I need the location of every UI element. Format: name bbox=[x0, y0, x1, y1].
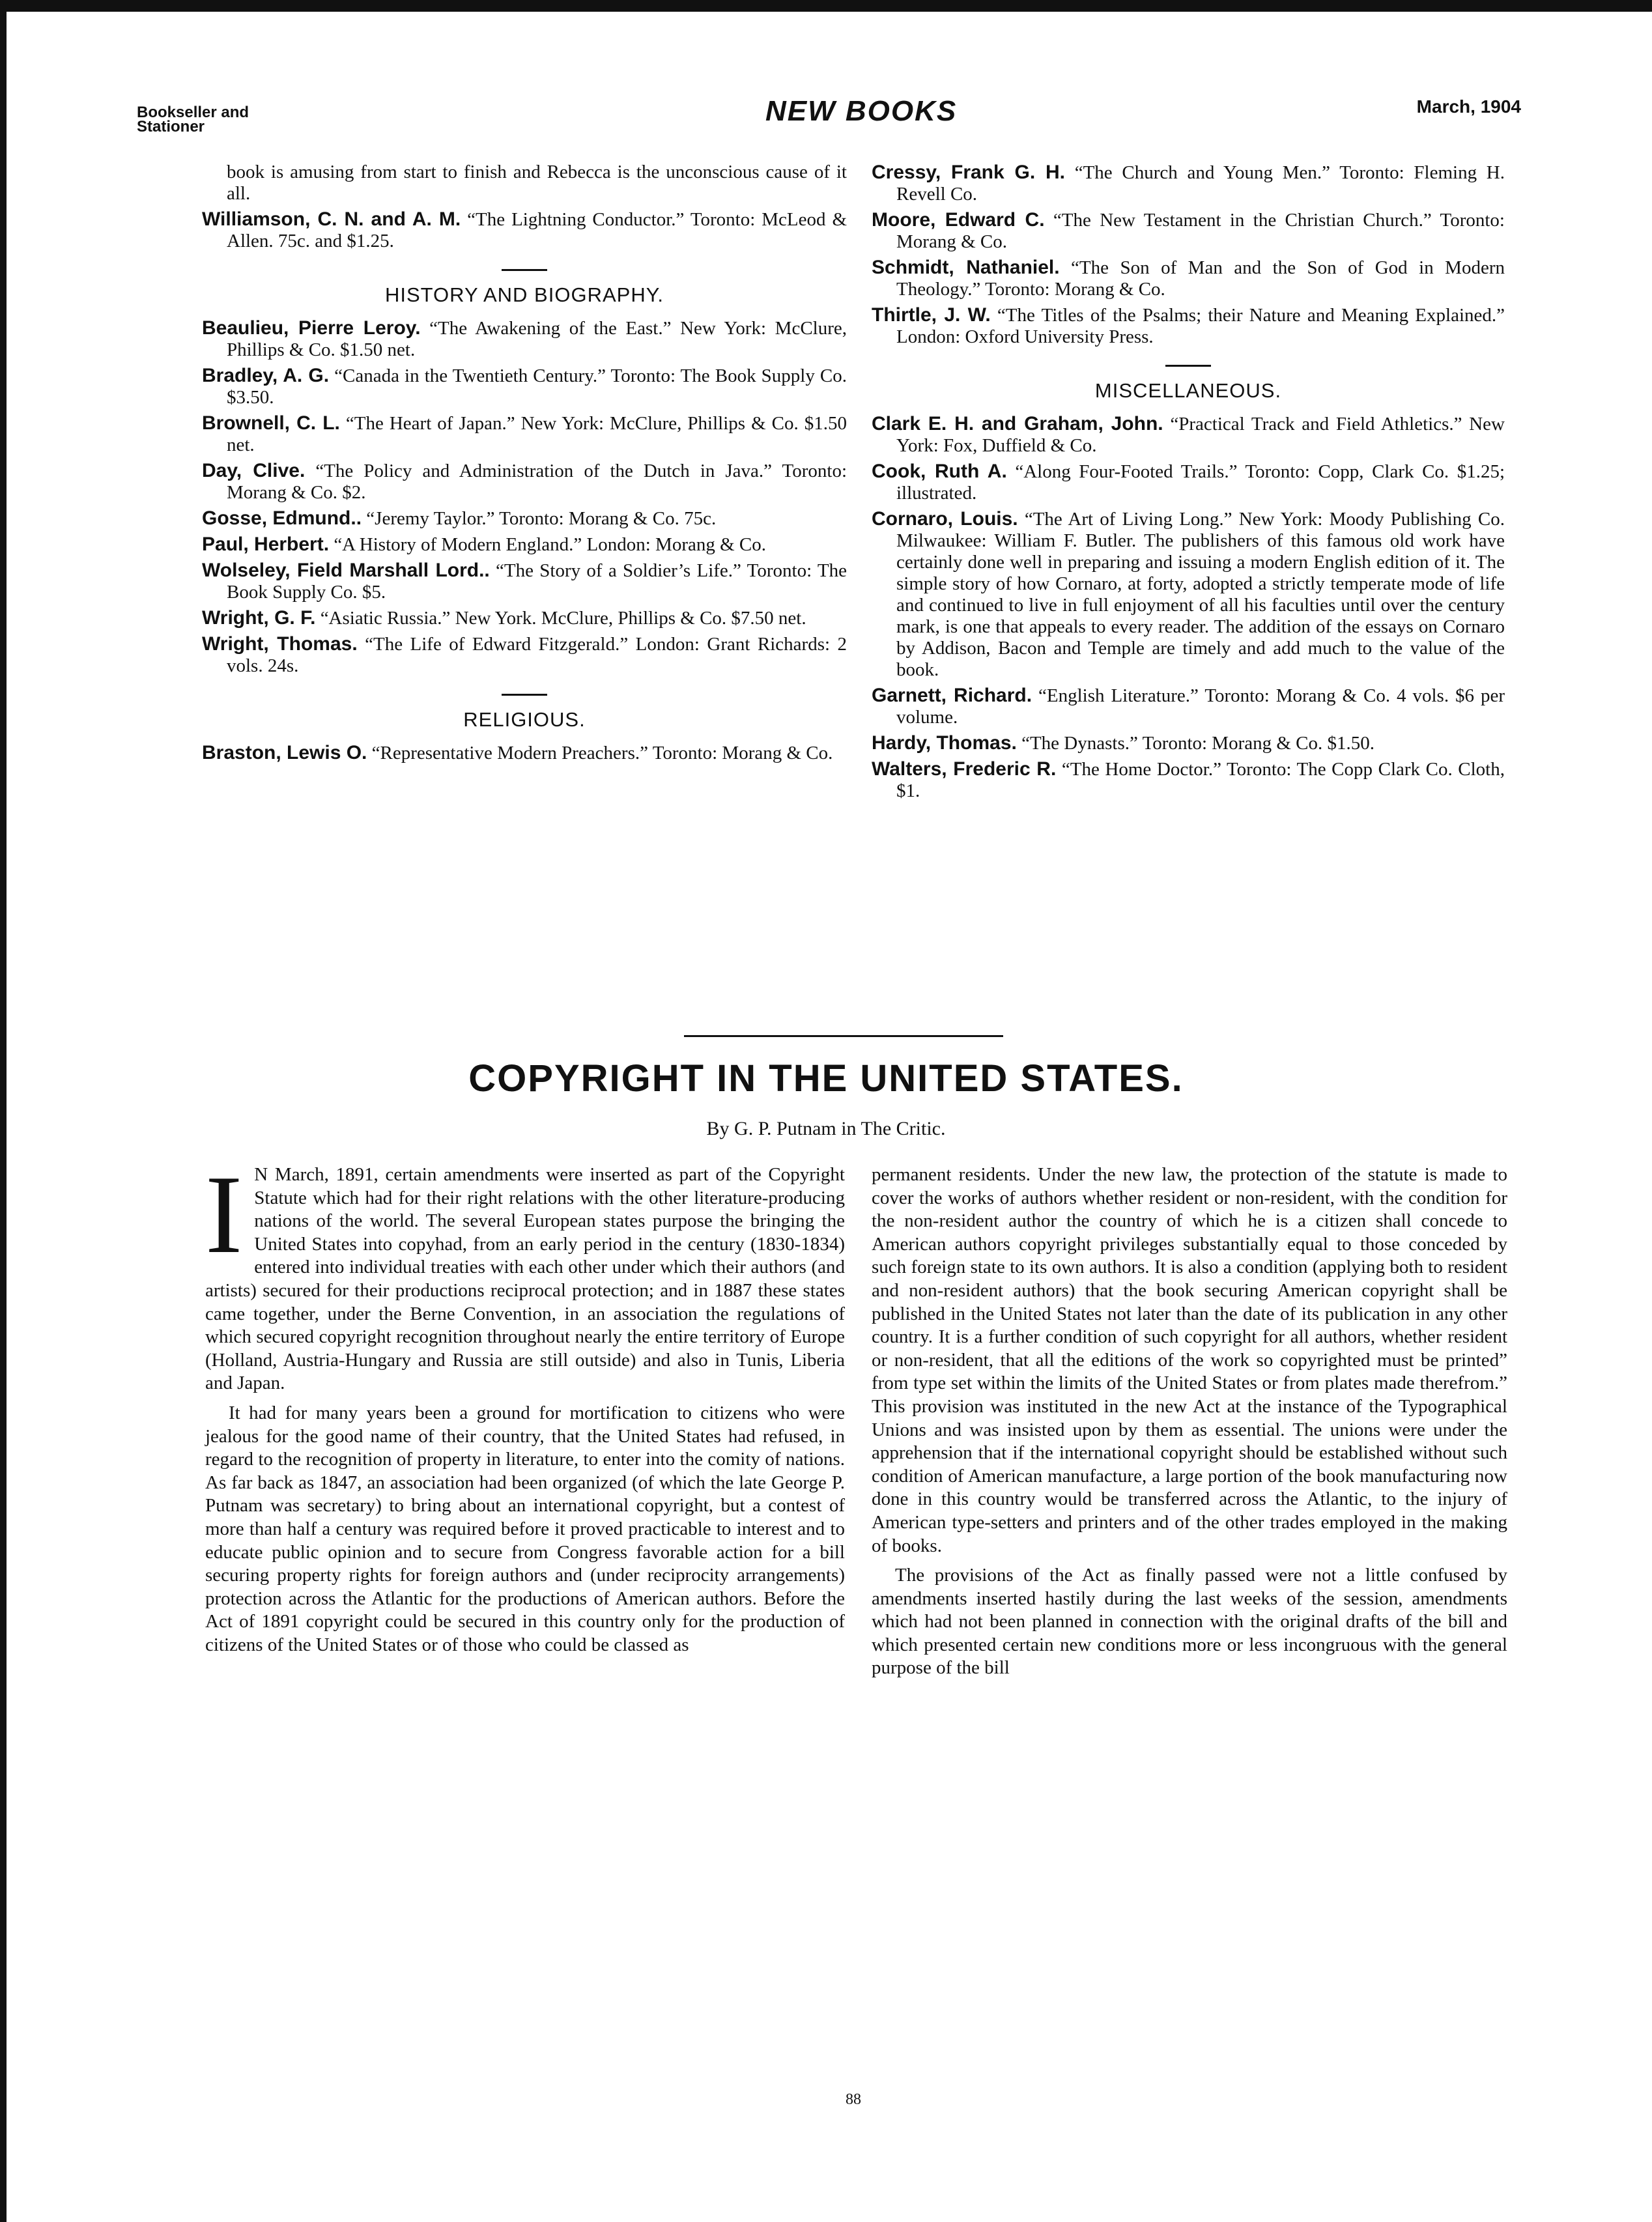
book-entry bbox=[202, 742, 847, 764]
left-book-column bbox=[202, 162, 847, 768]
entry-details: “The Policy and Administration of the Dutch in Java.” Toronto: Morang & Co. $2. bbox=[227, 461, 847, 503]
page-number: 88 bbox=[846, 2091, 861, 2108]
entry-author: Cressy, Frank G. H. bbox=[872, 162, 1065, 183]
entry-details: “The Art of Living Long.” New York: Moody Publishing Co. Milwaukee: William F. Butler. The publishers of this famous old work have certainly done well in preparing and issuing a modern English edition of it. The simple story of how Cornaro, at forty, adopted a strictly temperate mode of life and continued to live in full enjoyment of all his faculties until over the century mark, is one that appeals to every reader. The addition of the essays on Cornaro by Addison, Bacon and Temple are timely and add much to the value of the book. bbox=[896, 509, 1505, 680]
entry-author: Schmidt, Nathaniel. bbox=[872, 257, 1060, 278]
article-paragraph: permanent residents. Under the new law, the protection of the statute is made to cover the works of authors whether resident or non-resident, with the condition for the non-resident author the country of which he is a citizen shall concede to American authors copyright privileges substantially equal to those conceded by such foreign state to its own authors. It is also a condition (applying both to resident and non-resident authors) that the book securing American copyright shall be published in the United States not later than the date of its publication in any other country. It is a further condition of such copyright for all authors, whether resident or non-resident, that all the editions of the work so copyrighted must be printed” from type set within the limits of the United States or from plates made therefrom.” This provision was instituted in the new Act at the instance of the Typographical Unions and was insisted upon by them as essential. The unions were under the apprehension that if the international copyright should be established without such condition of American manufacture, a large portion of the book manufacturing now done in this country would be transferred across the Atlantic, to the injury of American type-setters and printers and of the other trades employed in the making of books. bbox=[872, 1164, 1507, 1556]
book-entry bbox=[202, 208, 847, 252]
entry-details: “English Literature.” Toronto: Morang & Co. 4 vols. $6 per volume. bbox=[896, 685, 1505, 728]
entry-author: Walters, Frederic R. bbox=[872, 758, 1057, 780]
entry-author: Beaulieu, Pierre Leroy. bbox=[202, 317, 421, 339]
issue-date: March, 1904 bbox=[1416, 96, 1521, 117]
entry-details: “The New Testament in the Christian Church.” Toronto: Morang & Co. bbox=[896, 210, 1505, 252]
book-entry bbox=[872, 304, 1505, 348]
article-paragraph: The provisions of the Act as finally passed were not a little confused by amendments inserted hastily during the last weeks of the session, amendments which had not been planned in connection with the original drafts of the bill and which presented certain new conditions more or less incongruous with the general purpose of the bill bbox=[872, 1565, 1507, 1679]
book-entry bbox=[872, 758, 1505, 802]
entry-author: Hardy, Thomas. bbox=[872, 732, 1017, 754]
book-entry bbox=[872, 413, 1505, 457]
section-heading-miscellaneous: MISCELLANEOUS. bbox=[1094, 379, 1282, 402]
book-entry bbox=[202, 317, 847, 361]
entry-details: “The Titles of the Psalms; their Nature and Meaning Explained.” London: Oxford University Press. bbox=[896, 305, 1505, 347]
entry-details: “Along Four-Footed Trails.” Toronto: Copp, Clark Co. $1.25; illustrated. bbox=[896, 461, 1505, 504]
entry-details: “The Awakening of the East.” New York: McClure, Phillips & Co. $1.50 net. bbox=[227, 318, 847, 360]
publication-name-line2: Stationer bbox=[137, 118, 205, 135]
section-divider bbox=[502, 694, 547, 696]
entry-details: “The Dynasts.” Toronto: Morang & Co. $1.50. bbox=[1016, 733, 1375, 754]
section-divider bbox=[1165, 365, 1211, 367]
publication-name-line1: Bookseller and bbox=[137, 104, 249, 121]
book-entry bbox=[872, 162, 1505, 205]
entry-author: Braston, Lewis O. bbox=[202, 742, 367, 763]
entry-author: Gosse, Edmund.. bbox=[202, 507, 362, 529]
entry-details: “The Story of a Soldier’s Life.” Toronto: The Book Supply Co. $5. bbox=[227, 560, 847, 603]
publication-name bbox=[137, 106, 249, 134]
page-header bbox=[137, 91, 1521, 150]
entry-details: “The Lightning Conductor.” Toronto: McLeod & Allen. 75c. and $1.25. bbox=[227, 209, 847, 251]
entry-author: Wolseley, Field Marshall Lord.. bbox=[202, 560, 490, 581]
entry-author: Day, Clive. bbox=[202, 460, 306, 481]
book-entry bbox=[202, 560, 847, 603]
book-entry bbox=[872, 508, 1505, 681]
article-byline: By G. P. Putnam in The Critic. bbox=[706, 1118, 946, 1139]
article-paragraph-text: N March, 1891, certain amendments were inserted as part of the Copyright Statute which had for their right relations with the other literature-producing nations of the world. The several European states purpose the bringing the United States into copyhad, from an early period in the century (1830-1834) entered into individual treaties with each other under which their authors (and artists) secured for their productions reciprocal protection; and in 1887 these states came together, under the Berne Convention, in an association the regulations of which secured copyright recognition throughout nearly the entire territory of Europe (Holland, Austria-Hungary and Russia are still outside) and also in Tunis, Liberia and Japan. bbox=[205, 1164, 845, 1394]
left-border bbox=[0, 0, 7, 2222]
book-entry bbox=[872, 257, 1505, 300]
entry-details: “The Heart of Japan.” New York: McClure, Phillips & Co. $1.50 net. bbox=[227, 413, 847, 455]
entry-author: Wright, Thomas. bbox=[202, 633, 358, 655]
book-entry bbox=[202, 607, 847, 629]
book-entry bbox=[202, 534, 847, 556]
book-entry bbox=[872, 732, 1505, 754]
book-entry bbox=[202, 633, 847, 677]
entry-author: Garnett, Richard. bbox=[872, 685, 1032, 706]
entry-details: “The Son of Man and the Son of God in Modern Theology.” Toronto: Morang & Co. bbox=[896, 257, 1505, 300]
article-column-right bbox=[872, 1163, 1507, 1687]
fiction-continuation: book is amusing from start to finish and Rebecca is the unconscious cause of it all. bbox=[227, 162, 847, 204]
section-heading-history: HISTORY AND BIOGRAPHY. bbox=[384, 283, 664, 306]
article-divider bbox=[684, 1035, 1003, 1037]
entry-author: Brownell, C. L. bbox=[202, 412, 340, 434]
article-column-left bbox=[205, 1153, 845, 1663]
entry-author: Bradley, A. G. bbox=[202, 365, 330, 386]
entry-author: Moore, Edward C. bbox=[872, 209, 1045, 231]
section-divider bbox=[502, 269, 547, 271]
entry-details: “The Home Doctor.” Toronto: The Copp Clark Co. Cloth, $1. bbox=[896, 759, 1505, 801]
entry-author: Williamson, C. N. and A. M. bbox=[202, 208, 461, 230]
article-title: COPYRIGHT IN THE UNITED STATES. bbox=[468, 1057, 1184, 1100]
book-entry bbox=[202, 460, 847, 504]
book-entry bbox=[872, 461, 1505, 504]
entry-author: Paul, Herbert. bbox=[202, 534, 330, 555]
entry-details: “Jeremy Taylor.” Toronto: Morang & Co. 75c. bbox=[362, 508, 717, 529]
book-entry bbox=[872, 209, 1505, 253]
entry-details: “Representative Modern Preachers.” Toronto: Morang & Co. bbox=[367, 743, 833, 763]
entry-details: “Practical Track and Field Athletics.” New York: Fox, Duffield & Co. bbox=[896, 414, 1505, 456]
entry-author: Thirtle, J. W. bbox=[872, 304, 991, 326]
book-entry bbox=[872, 685, 1505, 728]
right-book-column bbox=[872, 162, 1505, 806]
entry-author: Cook, Ruth A. bbox=[872, 461, 1007, 482]
entry-author: Wright, G. F. bbox=[202, 607, 316, 629]
entry-details: “The Life of Edward Fitzgerald.” London: Grant Richards: 2 vols. 24s. bbox=[227, 634, 847, 676]
article-paragraph bbox=[205, 1153, 845, 1395]
section-heading-religious: RELIGIOUS. bbox=[463, 708, 586, 731]
entry-author: Clark E. H. and Graham, John. bbox=[872, 413, 1163, 434]
section-title: NEW BOOKS bbox=[765, 95, 958, 127]
article-paragraph: It had for many years been a ground for mortification to citizens who were jealous for the good name of their country, that the United States had refused, in regard to the recognition of property in literature, to enter into the comity of nations. As far back as 1847, an association had been organized (of which the late George P. Putnam was secretary) to bring about an international copyright, but a contest of more than half a century was required before it proved practicable to interest and to educate public opinion and to secure from Congress favorable action for a bill securing property rights for foreign authors and (under reciprocity arrangements) protection across the Atlantic for the productions of American authors. Before the Act of 1891 copyright could be secured in this country only for the production of citizens of the United States or of those who could be classed as bbox=[205, 1402, 845, 1655]
drop-cap: I bbox=[205, 1153, 243, 1277]
book-entry bbox=[202, 365, 847, 408]
entry-details: “A History of Modern England.” London: Morang & Co. bbox=[329, 534, 766, 555]
entry-details: “Asiatic Russia.” New York. McClure, Phillips & Co. $7.50 net. bbox=[315, 608, 806, 629]
entry-author: Cornaro, Louis. bbox=[872, 508, 1018, 530]
top-border bbox=[0, 0, 1652, 12]
book-entry bbox=[202, 507, 847, 530]
book-entry bbox=[202, 412, 847, 456]
entry-details: “The Church and Young Men.” Toronto: Fleming H. Revell Co. bbox=[896, 162, 1505, 205]
entry-details: “Canada in the Twentieth Century.” Toronto: The Book Supply Co. $3.50. bbox=[227, 365, 847, 408]
